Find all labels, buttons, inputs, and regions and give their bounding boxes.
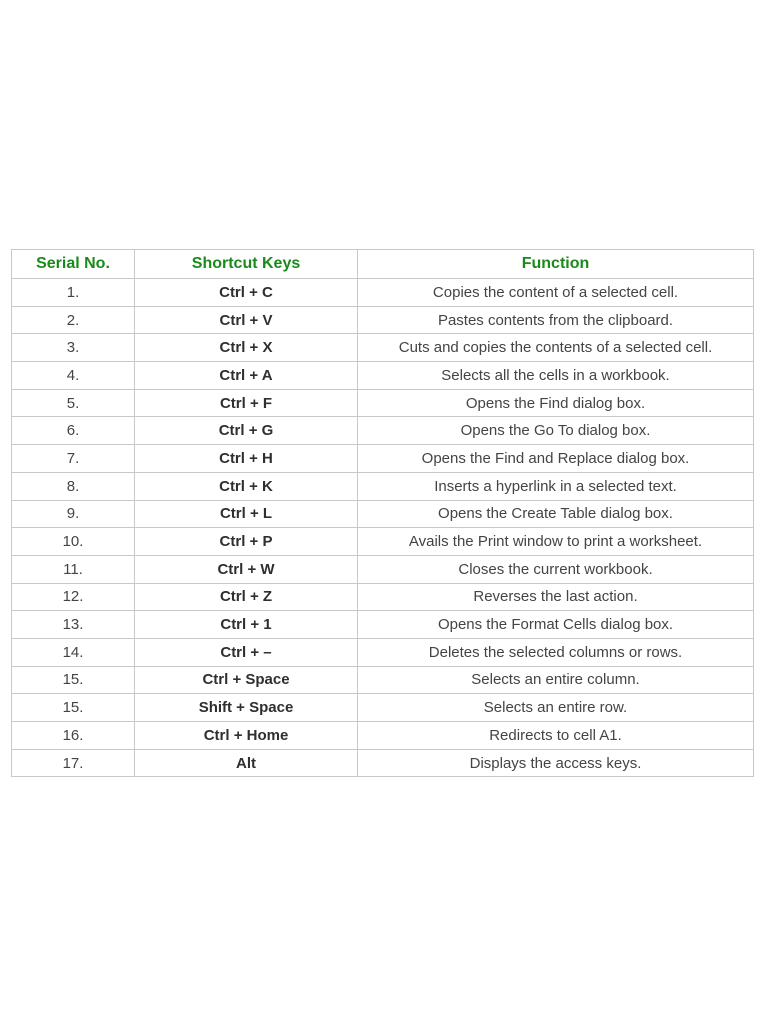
table-row [12,445,754,473]
serial-cell: 2. [12,306,135,334]
table-row [12,749,754,777]
serial-cell: 1. [12,279,135,307]
table-row [12,389,754,417]
shortcut-keys-cell: Ctrl + G [135,417,358,445]
shortcut-keys-cell: Alt [135,749,358,777]
shortcut-keys-cell: Ctrl + Space [135,666,358,694]
serial-cell: 14. [12,638,135,666]
serial-cell: 17. [12,749,135,777]
serial-cell: 6. [12,417,135,445]
serial-cell: 9. [12,500,135,528]
header-serial-no: Serial No. [12,250,135,279]
shortcut-keys-cell: Ctrl + X [135,334,358,362]
table-row [12,334,754,362]
table-row [12,500,754,528]
shortcut-keys-cell: Ctrl + V [135,306,358,334]
table-row [12,722,754,750]
serial-cell: 12. [12,583,135,611]
table-row [12,528,754,556]
function-cell: Opens the Format Cells dialog box. [358,611,754,639]
shortcut-table [11,249,754,777]
table-header-row [12,250,754,279]
shortcut-keys-cell: Ctrl + P [135,528,358,556]
function-cell: Selects an entire row. [358,694,754,722]
table-row [12,611,754,639]
shortcut-keys-cell: Ctrl + Z [135,583,358,611]
table-row [12,306,754,334]
header-function: Function [358,250,754,279]
shortcut-keys-cell: Ctrl + C [135,279,358,307]
header-shortcut-keys: Shortcut Keys [135,250,358,279]
serial-cell: 3. [12,334,135,362]
function-cell: Selects all the cells in a workbook. [358,362,754,390]
serial-cell: 16. [12,722,135,750]
function-cell: Selects an entire column. [358,666,754,694]
table-row [12,279,754,307]
function-cell: Deletes the selected columns or rows. [358,638,754,666]
shortcut-keys-cell: Ctrl + A [135,362,358,390]
function-cell: Pastes contents from the clipboard. [358,306,754,334]
shortcut-table-container [11,249,753,777]
function-cell: Reverses the last action. [358,583,754,611]
table-body [12,279,754,777]
shortcut-keys-cell: Ctrl + K [135,472,358,500]
function-cell: Avails the Print window to print a worksheet. [358,528,754,556]
function-cell: Displays the access keys. [358,749,754,777]
function-cell: Closes the current workbook. [358,555,754,583]
function-cell: Opens the Find dialog box. [358,389,754,417]
shortcut-keys-cell: Ctrl + F [135,389,358,417]
shortcut-keys-cell: Ctrl + L [135,500,358,528]
serial-cell: 15. [12,666,135,694]
function-cell: Opens the Find and Replace dialog box. [358,445,754,473]
function-cell: Opens the Go To dialog box. [358,417,754,445]
serial-cell: 7. [12,445,135,473]
function-cell: Redirects to cell A1. [358,722,754,750]
table-row [12,417,754,445]
function-cell: Cuts and copies the contents of a selected cell. [358,334,754,362]
shortcut-keys-cell: Ctrl + – [135,638,358,666]
shortcut-keys-cell: Shift + Space [135,694,358,722]
serial-cell: 5. [12,389,135,417]
function-cell: Copies the content of a selected cell. [358,279,754,307]
shortcut-keys-cell: Ctrl + H [135,445,358,473]
serial-cell: 11. [12,555,135,583]
serial-cell: 15. [12,694,135,722]
table-row [12,472,754,500]
table-row [12,666,754,694]
table-row [12,694,754,722]
table-row [12,638,754,666]
shortcut-keys-cell: Ctrl + 1 [135,611,358,639]
table-row [12,583,754,611]
serial-cell: 8. [12,472,135,500]
shortcut-keys-cell: Ctrl + W [135,555,358,583]
serial-cell: 13. [12,611,135,639]
serial-cell: 4. [12,362,135,390]
serial-cell: 10. [12,528,135,556]
function-cell: Opens the Create Table dialog box. [358,500,754,528]
table-row [12,362,754,390]
table-row [12,555,754,583]
function-cell: Inserts a hyperlink in a selected text. [358,472,754,500]
shortcut-keys-cell: Ctrl + Home [135,722,358,750]
